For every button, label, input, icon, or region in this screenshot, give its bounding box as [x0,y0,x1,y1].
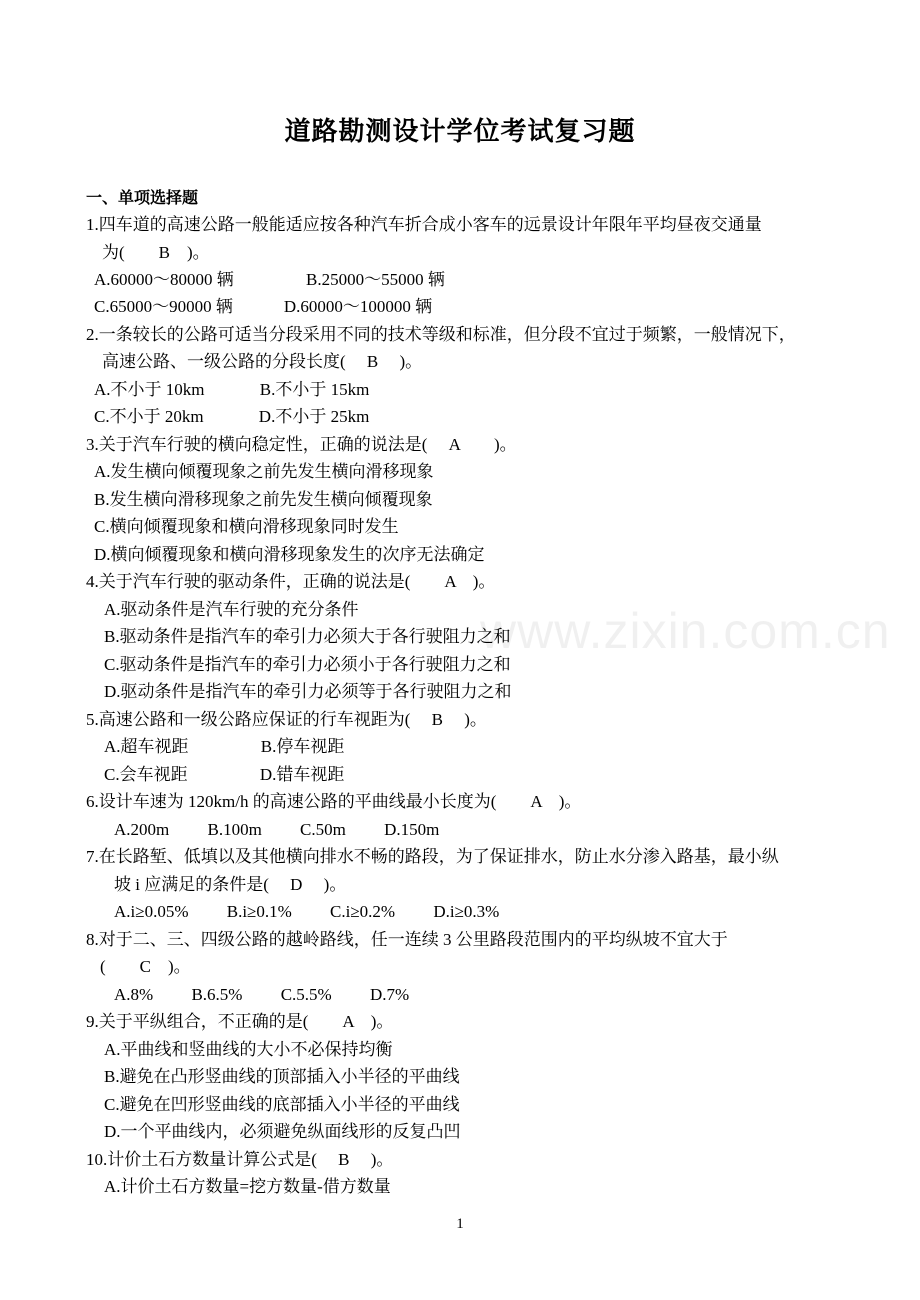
question-9-option-c: C.避免在凹形竖曲线的底部插入小半径的平曲线 [104,1095,460,1114]
question-1-options-cd: C.65000～90000 辆 D.60000～100000 辆 [94,297,433,316]
question-9-option-d: D.一个平曲线内，必须避免纵面线形的反复凸凹 [104,1122,461,1141]
question-4: 4.关于汽车行驶的驱动条件，正确的说法是( A )。 [86,572,496,591]
question-8-options: A.8% B.6.5% C.5.5% D.7% [114,985,410,1004]
question-3-option-d: D.横向倾覆现象和横向滑移现象发生的次序无法确定 [94,545,485,564]
question-5: 5.高速公路和一级公路应保证的行车视距为( B )。 [86,710,487,729]
question-4-option-c: C.驱动条件是指汽车的牵引力必须小于各行驶阻力之和 [104,655,511,674]
question-2-options-cd: C.不小于 20km D.不小于 25km [94,407,370,426]
question-8-line-2: ( C )。 [100,957,191,976]
page-title: 道路勘测设计学位考试复习题 [284,117,636,146]
question-1-options-ab: A.60000～80000 辆 B.25000～55000 辆 [94,270,445,289]
question-6: 6.设计车速为 120km/h 的高速公路的平曲线最小长度为( A )。 [86,792,582,811]
question-7-line-1: 7.在长路堑、低填以及其他横向排水不畅的路段，为了保证排水，防止水分渗入路基，最小纵 [86,847,779,866]
question-1-line-1: 1.四车道的高速公路一般能适应按各种汽车折合成小客车的远景设计年限年平均昼夜交通量 [86,215,762,234]
question-7-options: A.i≥0.05% B.i≥0.1% C.i≥0.2% D.i≥0.3% [114,902,500,921]
page-number: 1 [456,1216,464,1232]
question-1-line-2: 为( B )。 [102,243,210,262]
question-5-options-ab: A.超车视距 B.停车视距 [104,737,345,756]
question-9: 9.关于平纵组合，不正确的是( A )。 [86,1012,394,1031]
watermark: www.zixin.com.cn [480,603,891,659]
question-3-option-c: C.横向倾覆现象和横向滑移现象同时发生 [94,517,399,536]
question-2-options-ab: A.不小于 10km B.不小于 15km [94,380,370,399]
question-10: 10.计价土石方数量计算公式是( B )。 [86,1150,394,1169]
question-6-options: A.200m B.100m C.50m D.150m [114,820,440,839]
question-4-option-a: A.驱动条件是汽车行驶的充分条件 [104,600,359,619]
question-2-line-1: 2.一条较长的公路可适当分段采用不同的技术等级和标准，但分段不宜过于频繁，一般情况下， [86,325,796,344]
question-3: 3.关于汽车行驶的横向稳定性，正确的说法是( A )。 [86,435,517,454]
question-7-line-2: 坡 i 应满足的条件是( D )。 [114,875,347,894]
question-3-option-a: A.发生横向倾覆现象之前先发生横向滑移现象 [94,462,434,481]
question-9-option-b: B.避免在凸形竖曲线的顶部插入小半径的平曲线 [104,1067,460,1086]
question-2-line-2: 高速公路、一级公路的分段长度( B )。 [102,352,423,371]
question-4-option-d: D.驱动条件是指汽车的牵引力必须等于各行驶阻力之和 [104,682,512,701]
question-4-option-b: B.驱动条件是指汽车的牵引力必须大于各行驶阻力之和 [104,627,511,646]
question-3-option-b: B.发生横向滑移现象之前先发生横向倾覆现象 [94,490,433,509]
question-8-line-1: 8.对于二、三、四级公路的越岭路线，任一连续 3 公里路段范围内的平均纵坡不宜大于 [86,930,728,949]
question-9-option-a: A.平曲线和竖曲线的大小不必保持均衡 [104,1040,393,1059]
section-heading: 一、单项选择题 [86,188,199,207]
question-5-options-cd: C.会车视距 D.错车视距 [104,765,345,784]
question-10-option-a: A.计价土石方数量=挖方数量-借方数量 [104,1177,391,1196]
